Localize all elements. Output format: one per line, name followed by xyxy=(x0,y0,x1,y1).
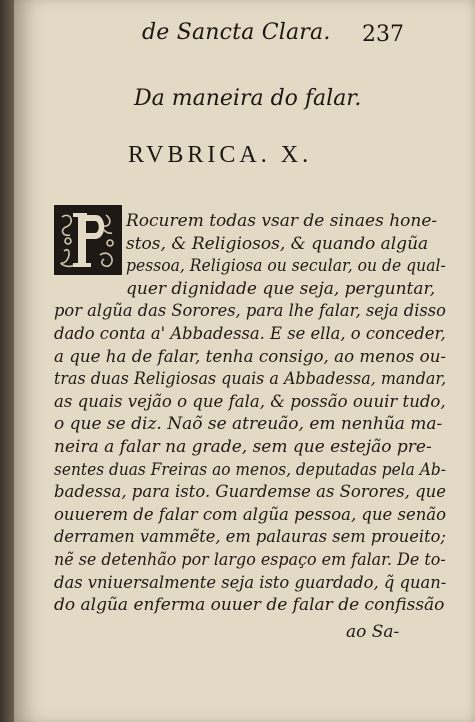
body-line: ouuerem de falar com algũa pessoa, que senão xyxy=(54,504,447,525)
page-gutter xyxy=(0,0,14,722)
body-line: das vniuersalmente seja isto guardado, q̃ quan- xyxy=(54,572,447,593)
rubric-heading: RVBRICA. X. xyxy=(128,142,313,168)
body-line: Rocurem todas vsar de sinaes hone- xyxy=(126,211,438,231)
body-line: badessa, para isto. Guardemse as Sorores, que xyxy=(54,482,446,503)
body-line: tras duas Religiosas quais a Abbadessa, mandar, xyxy=(54,369,447,390)
body-line: sentes duas Freiras ao menos, deputadas pela Ab- xyxy=(54,459,446,480)
body-line: derramen vammẽte, em palauras sem proueito; xyxy=(54,527,446,548)
body-line: por algũa das Sorores, para lhe falar, seja disso xyxy=(54,301,446,322)
body-line: dado conta a' Abbadessa. E se ella, o conceder, xyxy=(54,324,446,344)
ornamental-drop-cap xyxy=(54,205,122,275)
body-line: o que se diz. Naõ se atreuão, em nenhũa ma- xyxy=(54,414,443,435)
body-line: do algũa enferma ouuer de falar de confissão xyxy=(54,595,445,616)
drop-cap-letter: P xyxy=(57,208,58,209)
body-line: quer dignidade que seja, perguntar, xyxy=(126,278,436,299)
catchword: ao Sa- xyxy=(346,622,400,642)
body-line: pessoa, Religiosa ou secular, ou de qual- xyxy=(126,256,446,277)
body-line: stos, & Religiosos, & quando algũa xyxy=(126,233,429,254)
page-number: 237 xyxy=(362,22,404,47)
body-line: a que ha de falar, tenha consigo, ao menos ou- xyxy=(54,346,447,367)
running-title: de Sancta Clara. xyxy=(142,20,331,45)
body-line: nẽ se detenhão por largo espaço em falar. De to- xyxy=(54,550,446,570)
body-line: as quais vejão o que fala, & possão ouuir tudo, xyxy=(54,391,446,412)
book-page xyxy=(14,0,475,722)
section-title: Da maneira do falar. xyxy=(134,86,362,111)
body-line: neira a falar na grade, sem que estejão pre- xyxy=(54,437,432,457)
